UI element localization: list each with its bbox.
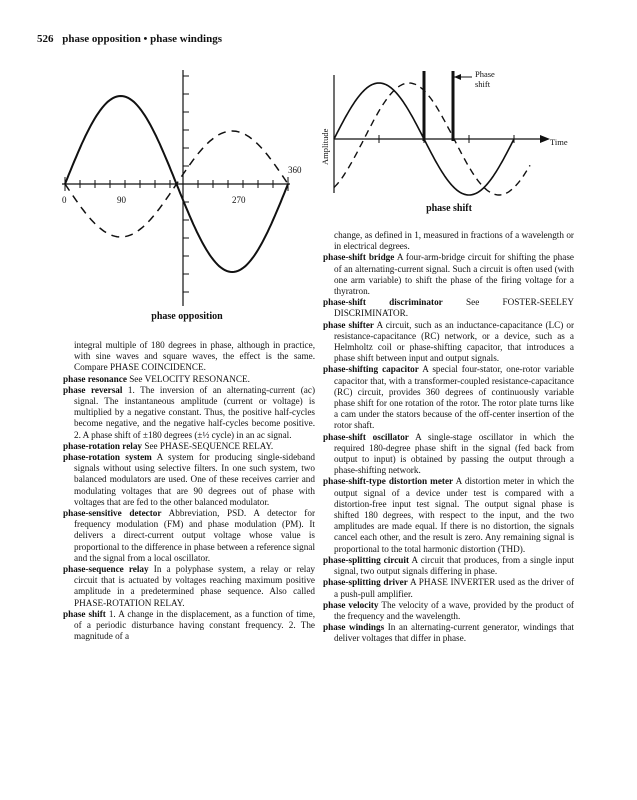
entry-term: phase-rotation relay — [63, 440, 143, 451]
entry-term: phase-shift discriminator — [323, 297, 443, 308]
entry-text: A system for producing single-sideband signals without using selective filters. In one such system, two balanced modulators are used. One of these receives carrier and modulating voltages that are 90 degrees out of phase with voltages that are fed to the other balanced modulator. — [74, 452, 316, 507]
continued-text: integral multiple of 180 degrees in phase, although in practice, with sine waves and square waves, the effect is the same. Compare PHASE COINCIDENCE. — [74, 340, 315, 373]
entry-text: A single-stage oscillator in which the required 180-degree phase shift in the signal (fed back from output to input) is obtained by passing the output through a phase-shifting network. — [334, 431, 574, 476]
tick-label-360: 360 — [288, 165, 302, 175]
right-text-column — [323, 230, 574, 645]
running-title: phase opposition • phase windings — [62, 33, 222, 45]
entry-term: phase-splitting circuit — [323, 554, 410, 565]
figure-caption-phase-opposition: phase opposition — [151, 311, 223, 322]
page-number: 526 — [37, 33, 54, 45]
dictionary-entry — [63, 441, 315, 452]
entry-text: Abbreviation, PSD. A detector for frequency modulation (FM) and phase modulation (PM). It delivers a direct-current output voltage whose value is proportional to the difference in phase between a reference signal and the signal from a local oscillator. — [74, 508, 316, 563]
x-axis-label: Time — [550, 137, 568, 147]
entry-term: phase-splitting driver — [323, 577, 408, 588]
entry-term: phase-shift bridge — [323, 252, 395, 263]
entry-text: A distortion meter in which the output signal of a device under test is compared with a distortion-free input test signal. The output signal phase is shifted 180 degrees, with respect to the input, and the two amplitudes are made equal. If there is no distortion, the signals cancel each other, and the result is zero. Any remaining signal is proportional to the total harmonic distortion (THD). — [334, 476, 575, 554]
entry-text: 1. A change in the displacement, as a function of time, of a periodic disturbance having constant frequency. 2. The magnitude of a — [74, 608, 316, 642]
running-header — [37, 33, 222, 45]
entry-text: The velocity of a wave, provided by the product of the frequency and the wavelength. — [334, 599, 574, 621]
dictionary-entry — [63, 452, 315, 508]
entry-text: 1. The inversion of an alternating-current (ac) signal. The instantaneous amplitude (current or voltage) is multiplied by a negative constant. Thus, the positive half-cycles become negative, and the negative half-cycles become positive. 2. A phase shift of ±180 degrees (±½ cycle) in an ac signal. — [74, 384, 315, 440]
phase-shift-arrow-head — [454, 74, 461, 80]
entry-text: A special four-stator, one-rotor variable capacitor that, with a transformer-coupled resistance-capacitance (RC) circuit, provides 360 degrees of continuously variable phase shift for one rotation of the rotor. The rotor plate turns like a cam under the stators because of the off-center insertion of the rotor shaft. — [334, 364, 574, 431]
dictionary-entry — [323, 320, 574, 365]
dictionary-entry — [63, 385, 315, 441]
entry-term: phase-shifting capacitor — [323, 364, 419, 375]
dictionary-entry — [323, 476, 574, 554]
entry-term: phase resonance — [63, 373, 127, 384]
continued-paragraph — [323, 230, 574, 252]
entry-term: phase reversal — [63, 384, 123, 395]
tick-label-270: 270 — [232, 195, 246, 205]
entry-text: A circuit, such as an inductance-capacitance (LC) or resistance-capacitance (RC) network, or a device, such as a Helmholtz coil or phase-shifting capacitor, that introduces a phase shift between input and output signals. — [334, 319, 574, 364]
dictionary-entry — [323, 252, 574, 297]
entry-term: phase-shift oscillator — [323, 431, 409, 442]
entry-term: phase windings — [323, 622, 385, 633]
entry-term: phase velocity — [323, 599, 379, 610]
left-text-column — [63, 340, 315, 642]
dictionary-entry — [323, 297, 574, 319]
dictionary-entry — [323, 622, 574, 644]
phase-opposition-figure — [62, 62, 312, 312]
entry-term: phase shifter — [323, 319, 375, 330]
figure-caption-phase-shift: phase shift — [426, 203, 472, 214]
entry-term: phase-sensitive detector — [63, 508, 162, 519]
dictionary-entry — [63, 564, 315, 609]
dictionary-entry — [63, 508, 315, 564]
entry-term: phase shift — [63, 608, 106, 619]
dictionary-entry — [323, 432, 574, 477]
entry-text: See VELOCITY RESONANCE. — [129, 373, 250, 384]
phase-shift-figure — [318, 63, 580, 205]
annotation-phase: Phase — [475, 69, 495, 79]
tick-label-90: 90 — [117, 195, 126, 205]
dictionary-entry — [323, 600, 574, 622]
entry-text: A PHASE INVERTER used as the driver of a push-pull amplifier. — [334, 577, 574, 599]
continued-text: change, as defined in 1, measured in fractions of a wavelength or in electrical degrees. — [334, 230, 574, 252]
entry-term: phase-rotation system — [63, 452, 152, 463]
time-arrow-head — [540, 135, 550, 143]
dictionary-entry — [323, 577, 574, 599]
continued-paragraph — [63, 340, 315, 374]
y-axis-label: Amplitude — [320, 128, 330, 165]
entry-text: In a polyphase system, a relay or relay circuit that is actuated by voltages reaching maximum positive amplitude in a predetermined phase sequence. Also called PHASE-ROTATION RELAY. — [74, 564, 315, 608]
entry-term: phase-sequence relay — [63, 564, 149, 575]
dictionary-entry — [323, 364, 574, 431]
dictionary-entry — [63, 374, 315, 385]
entry-text: See PHASE-SEQUENCE RELAY. — [144, 440, 274, 451]
entry-term: phase-shift-type distortion meter — [323, 476, 454, 487]
tick-label-0: 0 — [62, 195, 67, 205]
dictionary-entry — [63, 609, 315, 643]
annotation-shift: shift — [475, 79, 491, 89]
entry-text: See FOSTER-SEELEY DISCRIMINATOR. — [334, 297, 574, 319]
entry-text: A circuit that produces, from a single input signal, two output signals differing in phase. — [334, 554, 574, 577]
entry-text: A four-arm-bridge circuit for shifting the phase of an alternating-current signal. Such a circuit is often used (with one arm variable) to shift the phase of the firing voltage for a thyratron. — [334, 252, 575, 297]
dictionary-entry — [323, 555, 574, 577]
entry-text: In an alternating-current generator, windings that deliver voltages that differ in phase. — [334, 622, 574, 644]
